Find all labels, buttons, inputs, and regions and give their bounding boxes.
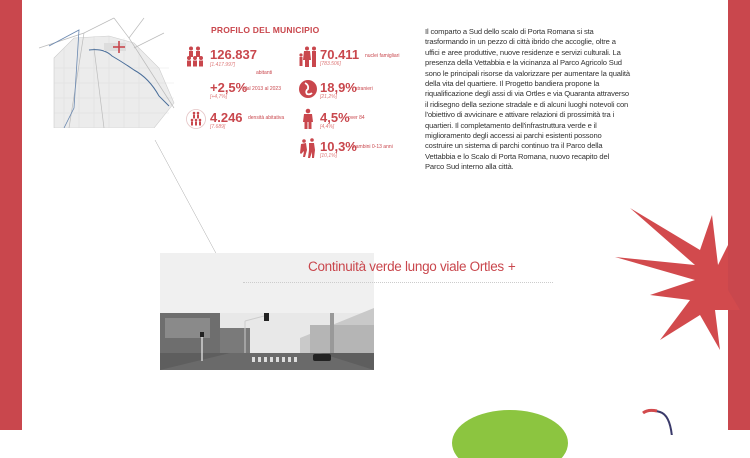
foreigners-icon xyxy=(298,78,318,100)
stat-label: nuclei famigliari xyxy=(365,53,400,59)
photo-title-text: Continuità verde lungo viale Ortles xyxy=(308,259,504,274)
stat-label: over 84 xyxy=(348,115,365,121)
description-paragraph: Il comparto a Sud dello scalo di Porta Romana si sta trasformando in un pezzo di città ibrido che accoglie, oltre a uffici e aree produttive, nuove residenze e servizi culturali. La presenza della Vettabbia e la vicinanza al Parco Agricolo Sud sono le principali risorse da valorizzare per aumentare la qualità della vita del quartiere. Il Progetto bandiera propone la riqualificazione degli assi di via Ortles e via Quaranta attraverso il ridisegno della sezione stradale e di alcuni luoghi notevoli con l'obiettivo di avvicinare e attivare relazioni di prossimità tra i quartieri. Il completamento dell'infrastruttura verde e il miglioramento degli accessi ai parchi esistenti possono costruire un sistema di parchi continuo tra il Parco della Vettabbia e lo Scalo di Porta Romana, nuovo recapito del Parco Sud interno alla città. xyxy=(425,27,630,172)
expand-plus-icon[interactable]: + xyxy=(507,259,516,274)
red-star-drawing xyxy=(600,190,750,355)
stat-value: 4.246 xyxy=(210,110,243,125)
stat-value: 70.411 xyxy=(320,47,360,62)
stat-compare: [4,4%] xyxy=(320,124,335,130)
stat-label: stranieri xyxy=(355,86,373,92)
stat-foreigners xyxy=(298,78,408,103)
population-icon xyxy=(186,46,206,68)
elderly-icon xyxy=(298,108,318,130)
family-icon xyxy=(298,46,318,68)
profile-title: PROFILO DEL MUNICIPIO xyxy=(211,25,320,35)
street-lamp-drawing xyxy=(640,405,700,435)
stat-value: 10,3% xyxy=(320,139,357,154)
stat-label: bambini 0-13 anni xyxy=(353,144,393,150)
stat-children xyxy=(298,137,418,161)
stat-value: 4,5% xyxy=(320,110,350,125)
stat-value: 126.837 xyxy=(210,47,257,62)
municipio-map xyxy=(34,8,184,128)
stat-label: dal 2013 al 2023 xyxy=(244,86,281,92)
stat-compare: [1.417.997] xyxy=(210,62,236,68)
stat-value: +2,5% xyxy=(210,80,248,95)
stat-elderly xyxy=(298,108,408,132)
stat-label: densità abitativa xyxy=(248,115,285,121)
children-icon xyxy=(298,137,318,159)
stat-growth xyxy=(186,81,296,101)
stat-value: 18,9% xyxy=(320,80,357,95)
density-icon xyxy=(186,108,206,130)
stat-compare: [7.689] xyxy=(210,124,226,130)
stat-families xyxy=(298,46,418,71)
green-blob-drawing xyxy=(450,408,570,458)
stat-compare: [783.506] xyxy=(320,61,341,67)
stat-compare: [10,1%] xyxy=(320,153,337,159)
photo-title xyxy=(308,259,515,274)
stat-density xyxy=(186,108,296,132)
title-divider xyxy=(243,282,553,283)
stat-compare: [+4,7%] xyxy=(210,94,228,100)
stat-label: abitanti xyxy=(256,70,273,76)
stat-compare: [21,2%] xyxy=(320,94,337,100)
left-red-border xyxy=(0,0,22,430)
stat-population xyxy=(186,46,286,76)
